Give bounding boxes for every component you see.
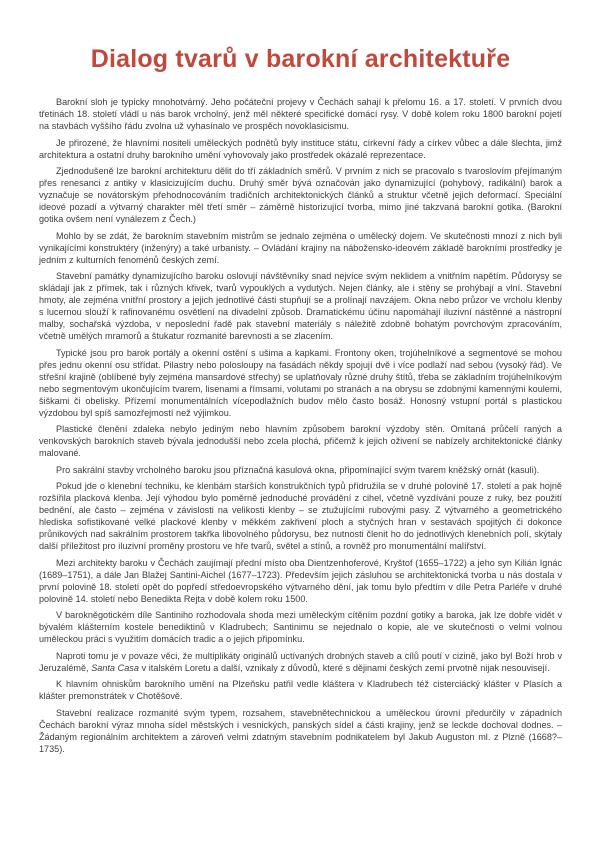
text-run: Pokud jde o klenební techniku, ke klenbám starších konstrukčních typů přidružila se v druhé polovině 17. století a pak hojně rozšířila placková klenba. Její výhodou bylo poměrně jednoduché provádění z cihel, včetně vyzdívání pouze z ruky, bez použití bednění, ale často – zejména v závislosti na velikosti klenby – se ztužujícími rubovými pasy. Z výtvarného a geometrického hlediska sofistikované velké plackové klenby v měkkém zakřivení ploch a styčných hran v sestavách spojitých či dokonce průnikových nad sakrálním prostorem takřka libovolného půdorysu, bez nutnosti členit ho do jednotlivých klenebních polí, skýtaly další příležitost pro iluzivní proměny prostoru ve hře tvarů, světel a stínů, a rovněž pro monumentální malířství. xyxy=(39,481,562,552)
paragraph xyxy=(39,650,562,674)
paragraph xyxy=(39,423,562,459)
paragraph xyxy=(39,165,562,225)
text-run: v italském Loretu a další, vznikaly z důvodů, které s dějinami českých zemí prvotně nijak nesouvisejí. xyxy=(138,662,550,673)
italic-text: Santa Casa xyxy=(91,662,139,673)
text-run: Pro sakrální stavby vrcholného baroku jsou příznačná kasulová okna, připomínající svým tvarem kněžský ornát (kasuli). xyxy=(56,464,540,475)
article-body xyxy=(39,96,562,755)
paragraph xyxy=(39,464,562,476)
paragraph xyxy=(39,96,562,132)
paragraph xyxy=(39,270,562,342)
text-run: Plastické členění zdaleka nebylo jediným nebo hlavním způsobem barokní výzdoby stěn. Omítaná průčelí raných a venkovských barokních staveb bývala jednodušší nebo zcela plochá, přičemž k jejich oživení se nabízely architektonické články malované. xyxy=(39,424,562,459)
paragraph xyxy=(39,609,562,645)
text-run: Barokní sloh je typicky mnohotvárný. Jeho počáteční projevy v Čechách sahají k přelomu 16. a 17. století. V prvních dvou třetinách 18. století vládl u nás barok vrcholný, jenž měl některé specifické domácí rysy. V době kolem roku 1800 barokní pojetí na stavbách vyššího řádu zvolna už vyhasínalo ve prospěch novoklasicismu. xyxy=(39,97,562,132)
page-title: Dialog tvarů v barokní architektuře xyxy=(90,45,511,73)
text-run: Mohlo by se zdát, že barokním stavebním mistrům se jednalo zejména o umělecký dojem. Ve skutečnosti mnozí z nich byli vynikajícími konstruktéry (inženýry) a také urbanisty. – Ovládání krajiny na nábožensko-ideovém základě barokními prostředky je jedním z kulturních fenoménů českých zemí. xyxy=(39,230,562,265)
text-run: Typické jsou pro barok portály a okenní ostění s ušima a kapkami. Frontony oken, trojúhelníkové a segmentové se mohou přes jednu okenní osu střídat. Pilastry nebo polosloupy na fasádách někdy spojují dvě i více podlaží nad sebou (vysoký řád). Ve střešní krajině (oblíbené byly zejména mansardové střechy) se uplatňovaly různé druhy štítů, třeba se základním trojúhelníkovým nebo segmentovým ukončujícím tvarem, lisenami a římsami, volutami po stranách a na obrysu se zdobnými kamennými koulemi, šiškami či obelisky. Přízemí monumentálních vícepodlažních budov mělo často bosáž. Honosný vstupní portál s plastickou výzdobou byl spíš samozřejmostí než výjimkou. xyxy=(39,347,562,418)
text-run: Stavební realizace rozmanité svým typem, rozsahem, stavebnětechnickou a uměleckou úrovní předurčily v západních Čechách barokní výraz mnoha sídel městských i vesnických, panských sídel a části krajiny, jenž se leckde dochoval dodnes. – Žádaným regionálním architektem a zároveň velmi zdatným stavebním podnikatelem byl Jakub Auguston ml. z Plzně (1668?–1735). xyxy=(39,707,562,754)
paragraph xyxy=(39,137,562,161)
paragraph xyxy=(39,480,562,552)
text-run: K hlavním ohniskům barokního umění na Plzeňsku patřil vedle kláštera v Kladrubech též cisterciácký klášter v Plasích a klášter premonstrátek v Chotěšově. xyxy=(39,679,562,702)
text-run: Naproti tomu je v povaze věci, že multiplikáty originálů uctívaných drobných staveb a cílů poutí v cizině, jako byl Boží hrob v Jeruzalémě, xyxy=(39,650,562,673)
text-run: V barokněgotickém díle Santiniho rozhodovala shoda mezi uměleckým cítěním pozdní gotiky a baroka, jak lze dobře vidět v bývalém klášterním kostele benediktinů v Kladrubech; Santinimu se nejednalo o kopie, ale ve skutečnosti o velmi volnou uměleckou práci s využitím domácích tradic a o jejich připomínku. xyxy=(39,610,562,645)
paragraph xyxy=(39,230,562,266)
paragraph xyxy=(39,678,562,702)
text-run: Je přirozené, že hlavními nositeli uměleckých podnětů byly instituce státu, církevní řády a církev vůbec a dále šlechta, jimž architektura a ostatní druhy barokního umění vyhovovaly jako prostředek okázalé reprezentace. xyxy=(39,137,562,160)
paragraph xyxy=(39,557,562,605)
text-run: Stavební památky dynamizujícího baroku oslovují návštěvníky snad nejvíce svým neklidem a vnitřním napětím. Půdorysy se skládají jak z přímek, tak i různých křivek, tvarů vypouklých a vydutých. Nejen články, ale i stěny se prohýbají a vlní. Stavební hmoty, ale zejména vnitřní prostory a jejich jednotlivé části stupňují se a prolínají navzájem. Okna nebo průzor ve vrcholu klenby s lucernou slouží k rafinovanému osvětlení na divadelní způsob. Dramatickému účinu napomáhají iluzivní nástěnné a nástropní malby, sochařská výzdoba, v neposlední řadě pak stavební materiály s náležitě zdobně bohatým povrchovým zpracováním, včetně umělých mramorů a štukatur rozmanité barevnosti a se zlacením. xyxy=(39,271,562,342)
paragraph xyxy=(39,347,562,419)
text-run: Mezi architekty baroku v Čechách zaujímají přední místo oba Dientzenhoferové, Kryštof (1655–1722) a jeho syn Kilián Ignác (1689–1751), a dále Jan Blažej Santini-Aichel (1677–1723). Především jejich zásluhou se architektonická tvorba u nás dostala v první polovině 18. století opět do popředí středoevropského výtvarného dění, jak tomu bylo předtím v díle Petra Parléře v druhé polovině 14. století nebo Benedikta Rejta v době kolem roku 1500. xyxy=(39,557,562,604)
text-run: Zjednodušeně lze barokní architekturu dělit do tří základních směrů. V prvním z nich se pracovalo s tvaroslovím přejímaným přes renesanci z antiky v klasicizujícím duchu. Druhý směr bývá označován jako dynamizující (pohybový, radikální) barok a vyznačuje se novátorským přehodnocováním tradičních architektonických článků a struktur včetně jejich deformací. Speciální ideové pozadí a výtvarný charakter měl třetí směr – záměrně historizující tvorba, mimo jiné takzvaná barokní gotika. (Barokní gotika ovšem není vynálezem z Čech.) xyxy=(39,166,562,225)
paragraph xyxy=(39,707,562,755)
